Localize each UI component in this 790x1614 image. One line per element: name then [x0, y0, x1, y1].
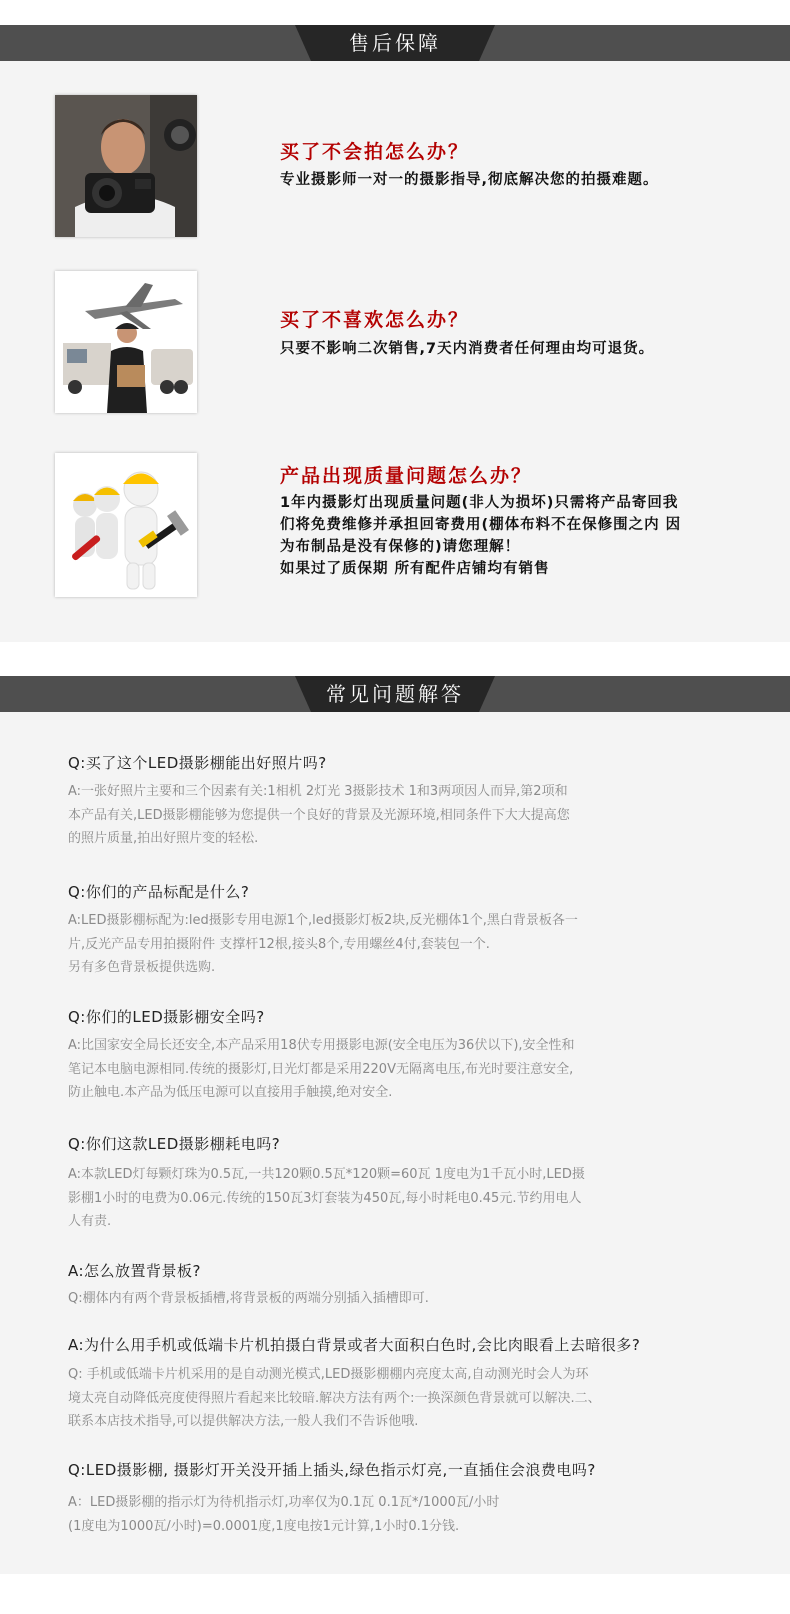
- text-line: 专业摄影师一对一的摄影指导,彻底解决您的拍摄难题。: [280, 172, 659, 188]
- faq-answer-1: [68, 780, 570, 851]
- delivery-photo: [55, 271, 197, 413]
- answer-line: (1度电为1000瓦/小时)=0.0001度,1度电按1元计算,1小时0.1分钱.: [68, 1518, 460, 1534]
- faq-question-4: Q:你们这款LED摄影棚耗电吗?: [68, 1135, 281, 1153]
- photographer-icon: [55, 95, 197, 237]
- guarantee-banner-title: 售后保障: [349, 31, 441, 55]
- answer-line: Q:棚体内有两个背景板插槽,将背景板的两端分别插入插槽即可.: [68, 1291, 429, 1306]
- answer-line: Q: 手机或低端卡片机采用的是自动测光模式,LED摄影棚棚内亮度太高,自动测光时会人为环: [68, 1367, 589, 1382]
- text-line: 们将免费维修并承担回寄费用(棚体布料不在保修围之内 因: [280, 517, 682, 533]
- faq-answer-4: [68, 1163, 585, 1234]
- answer-line: 本产品有关,LED摄影棚能够为您提供一个良好的背景及光源环境,相同条件下大大提高您: [68, 807, 570, 823]
- guarantee-title-1: 买了不会拍怎么办？: [280, 141, 470, 163]
- answer-line: 联系本店技术指导,可以提供解决方法,一般人我们不告诉他哦.: [68, 1414, 419, 1429]
- faq-answer-7: [68, 1491, 499, 1538]
- answer-line: A：LED摄影棚的指示灯为待机指示灯,功率仅为0.1瓦 0.1瓦*/1000瓦/小时: [68, 1495, 500, 1510]
- answer-line: A:一张好照片主要和三个因素有关:1相机 2灯光 3摄影技术 1和3两项因人而异,第2项和: [68, 784, 568, 799]
- answer-line: 另有多色背景板提供选购.: [68, 960, 216, 975]
- guarantee-banner: [0, 25, 790, 61]
- answer-line: 的照片质量,拍出好照片变的轻松.: [68, 831, 259, 846]
- faq-answer-5: [68, 1287, 429, 1311]
- faq-banner: [0, 676, 790, 712]
- answer-line: 影棚1小时的电费为0.06元.传统的150瓦3灯套装为450瓦,每小时耗电0.45元.节约用电人: [68, 1190, 582, 1206]
- answer-line: 人有责.: [68, 1214, 112, 1229]
- faq-question-2: Q:你们的产品标配是什么?: [68, 883, 250, 901]
- text-line: 只要不影响二次销售,7天内消费者任何理由均可退货。: [280, 341, 655, 357]
- faq-answer-3: [68, 1034, 575, 1105]
- faq-question-3: Q:你们的LED摄影棚安全吗?: [68, 1008, 265, 1026]
- text-line: 如果过了质保期 所有配件店铺均有销售: [280, 561, 550, 577]
- faq-question-5: A:怎么放置背景板?: [68, 1262, 202, 1280]
- workers-icon: [55, 453, 197, 597]
- guarantee-text-3: [280, 492, 681, 580]
- guarantee-text-1: [280, 169, 659, 191]
- guarantee-text-2: [280, 338, 654, 360]
- answer-line: 片,反光产品专用拍摄附件 支撑杆12根,接头8个,专用螺丝4付,套装包一个.: [68, 936, 490, 952]
- faq-banner-title: 常见问题解答: [326, 682, 464, 706]
- guarantee-title-3: 产品出现质量问题怎么办？: [280, 465, 533, 487]
- delivery-icon: [55, 271, 197, 413]
- answer-line: 防止触电.本产品为低压电源可以直接用手触摸,绝对安全.: [68, 1085, 393, 1100]
- faq-question-6: A:为什么用手机或低端卡片机拍摄白背景或者大面积白色时,会比肉眼看上去暗很多?: [68, 1336, 641, 1354]
- faq-question-1: Q:买了这个LED摄影棚能出好照片吗?: [68, 754, 327, 772]
- guarantee-title-2: 买了不喜欢怎么办？: [280, 309, 470, 331]
- answer-line: A:比国家安全局长还安全,本产品采用18伏专用摄影电源(安全电压为36伏以下),安全性和: [68, 1038, 575, 1053]
- answer-line: A:本款LED灯每颗灯珠为0.5瓦,一共120颗0.5瓦*120颗=60瓦 1度电为1千瓦小时,LED摄: [68, 1167, 585, 1182]
- answer-line: 境太亮自动降低亮度使得照片看起来比较暗.解决方法有两个:一换深颜色背景就可以解决.二、: [68, 1390, 601, 1406]
- text-line: 为布制品是没有保修的)请您理解！: [280, 539, 521, 555]
- faq-answer-2: [68, 909, 578, 980]
- workers-3d-figure: [55, 453, 197, 597]
- photographer-photo: [55, 95, 197, 237]
- faq-answer-6: [68, 1363, 601, 1434]
- faq-question-7: Q:LED摄影棚, 摄影灯开关没开插上插头,绿色指示灯亮,一直插住会浪费电吗?: [68, 1461, 596, 1479]
- answer-line: 笔记本电脑电源相同.传统的摄影灯,日光灯都是采用220V无隔离电压,布光时要注意安全,: [68, 1061, 574, 1077]
- answer-line: A:LED摄影棚标配为:led摄影专用电源1个,led摄影灯板2块,反光棚体1个,黑白背景板各一: [68, 913, 578, 928]
- text-line: 1年内摄影灯出现质量问题(非人为损坏)只需将产品寄回我: [280, 495, 679, 511]
